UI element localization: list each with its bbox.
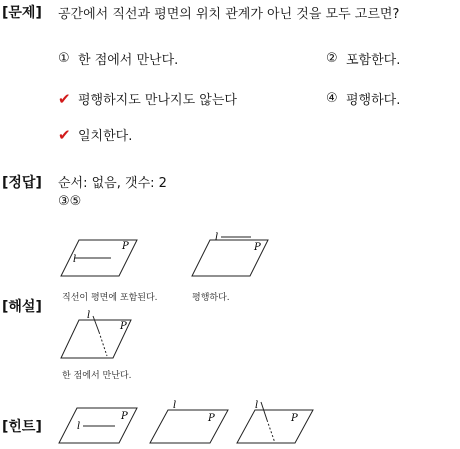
problem-tag: [문제] <box>2 5 42 21</box>
plane-label: P <box>291 413 298 424</box>
choice-text: 평행하다. <box>346 93 401 108</box>
hint-figure-intersects <box>237 400 313 443</box>
caption-intersect: 한 점에서 만난다. <box>62 371 132 381</box>
hint-tag: [힌트] <box>2 419 42 435</box>
choice-number: ② <box>326 51 338 66</box>
check-mark-icon: ✔ <box>58 89 71 108</box>
choice-text: 평행하지도 만나지도 않는다 <box>78 93 237 108</box>
check-mark-icon: ✔ <box>58 125 71 144</box>
answer-choices: ③⑤ <box>58 194 82 209</box>
answer-summary: 순서: 없음, 갯수: 2 <box>58 176 167 191</box>
caption-parallel: 평행하다. <box>192 293 230 303</box>
question-text: 공간에서 직선과 평면의 위치 관계가 아닌 것을 모두 고르면? <box>58 7 400 22</box>
explanation-tag: [해설] <box>2 299 42 315</box>
hint-figure-contained <box>59 408 137 443</box>
line-label: l <box>173 400 177 411</box>
answer-tag: [정답] <box>2 175 42 191</box>
hint-figures <box>55 398 315 448</box>
explanation-figures <box>55 228 275 388</box>
choice-number: ① <box>58 51 70 66</box>
line-label: l <box>73 254 77 265</box>
caption-contained: 직선이 평면에 포함된다. <box>62 293 158 303</box>
choice-3[interactable] <box>58 89 237 108</box>
choice-2[interactable] <box>326 49 400 68</box>
choice-text: 한 점에서 만난다. <box>78 53 179 68</box>
figure-line-parallel <box>192 232 268 276</box>
choice-text: 일치한다. <box>78 129 133 144</box>
figure-line-intersects <box>61 310 131 358</box>
line-label: l <box>77 421 81 432</box>
choice-4[interactable] <box>326 89 400 108</box>
choice-1[interactable] <box>58 49 178 68</box>
line-label: l <box>255 400 259 411</box>
plane-label: P <box>122 241 129 252</box>
choice-5[interactable] <box>58 125 132 144</box>
choice-text: 포함한다. <box>346 53 401 68</box>
choice-number: ④ <box>326 91 338 106</box>
plane-label: P <box>254 242 261 253</box>
plane-label: P <box>120 321 127 332</box>
line-label: l <box>87 310 91 321</box>
line-label: l <box>215 232 219 243</box>
hint-figure-parallel <box>150 400 228 443</box>
plane-label: P <box>121 411 128 422</box>
figure-line-in-plane <box>61 240 137 276</box>
plane-label: P <box>208 413 215 424</box>
